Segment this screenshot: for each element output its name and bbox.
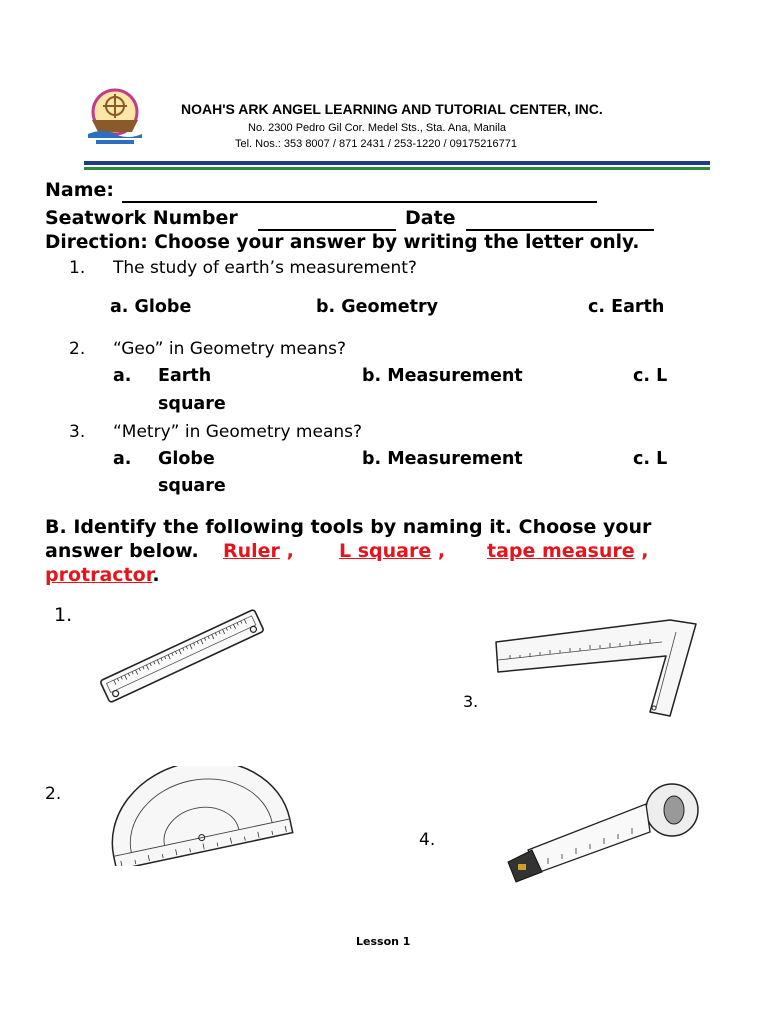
- part-b-instruction-line2: answer below.: [45, 540, 199, 562]
- part-b-instruction-line1: B. Identify the following tools by naming it. Choose your: [45, 516, 652, 538]
- ruler-icon: [92, 606, 272, 706]
- ark-logo-icon: [84, 88, 146, 148]
- name-label: Name:: [45, 179, 115, 201]
- question-1-option-b: b. Geometry: [316, 297, 439, 317]
- item-1-number: 1.: [54, 604, 73, 626]
- school-address: No. 2300 Pedro Gil Cor. Medel Sts., Sta. Ana, Manila: [248, 122, 507, 134]
- choice-ruler: Ruler ,: [223, 540, 294, 562]
- question-2-option-c: c. L: [633, 366, 668, 386]
- header-rule-green: [84, 167, 710, 170]
- question-2-text: “Geo” in Geometry means?: [113, 339, 347, 359]
- seatwork-label: Seatwork Number: [45, 207, 238, 229]
- tape-measure-icon: [500, 780, 704, 890]
- date-label: Date: [405, 207, 456, 229]
- question-2-option-a-letter: a.: [113, 366, 132, 386]
- question-3-text: “Metry” in Geometry means?: [113, 422, 363, 442]
- school-phones: Tel. Nos.: 353 8007 / 871 2431 / 253-1220 / 09175216771: [235, 138, 517, 150]
- name-field[interactable]: [122, 199, 597, 203]
- school-name: NOAH'S ARK ANGEL LEARNING AND TUTORIAL CENTER, INC.: [181, 101, 603, 117]
- question-3-option-b: b. Measurement: [362, 449, 523, 469]
- item-3-number: 3.: [463, 692, 479, 711]
- lesson-label: Lesson 1: [356, 935, 411, 948]
- date-field[interactable]: [466, 227, 654, 231]
- choice-protractor: protractor.: [45, 564, 160, 586]
- school-logo: [84, 88, 146, 148]
- direction-text: Direction: Choose your answer by writing the letter only.: [45, 232, 640, 253]
- item-2-number: 2.: [45, 784, 62, 804]
- question-3-option-c: c. L: [633, 449, 668, 469]
- item-4-number: 4.: [419, 830, 436, 850]
- question-3-option-a-letter: a.: [113, 449, 132, 469]
- question-1-number: 1.: [69, 258, 86, 278]
- question-1-text: The study of earth’s measurement?: [113, 258, 417, 278]
- choice-tape-measure: tape measure ,: [487, 540, 649, 562]
- question-1-option-a: a. Globe: [110, 297, 192, 317]
- question-3-option-a: Globe: [158, 449, 215, 469]
- l-square-icon: [490, 612, 702, 722]
- seatwork-field[interactable]: [258, 227, 396, 231]
- choice-l-square: L square ,: [339, 540, 446, 562]
- question-2-option-b: b. Measurement: [362, 366, 523, 386]
- question-2-option-c-continued: square: [158, 394, 226, 414]
- question-3-option-c-continued: square: [158, 476, 226, 496]
- question-2-number: 2.: [69, 339, 86, 359]
- question-2-option-a: Earth: [158, 366, 212, 386]
- protractor-icon: [100, 766, 296, 866]
- header-rule-blue: [84, 161, 710, 165]
- question-3-number: 3.: [69, 422, 86, 442]
- question-1-option-c: c. Earth: [588, 297, 665, 317]
